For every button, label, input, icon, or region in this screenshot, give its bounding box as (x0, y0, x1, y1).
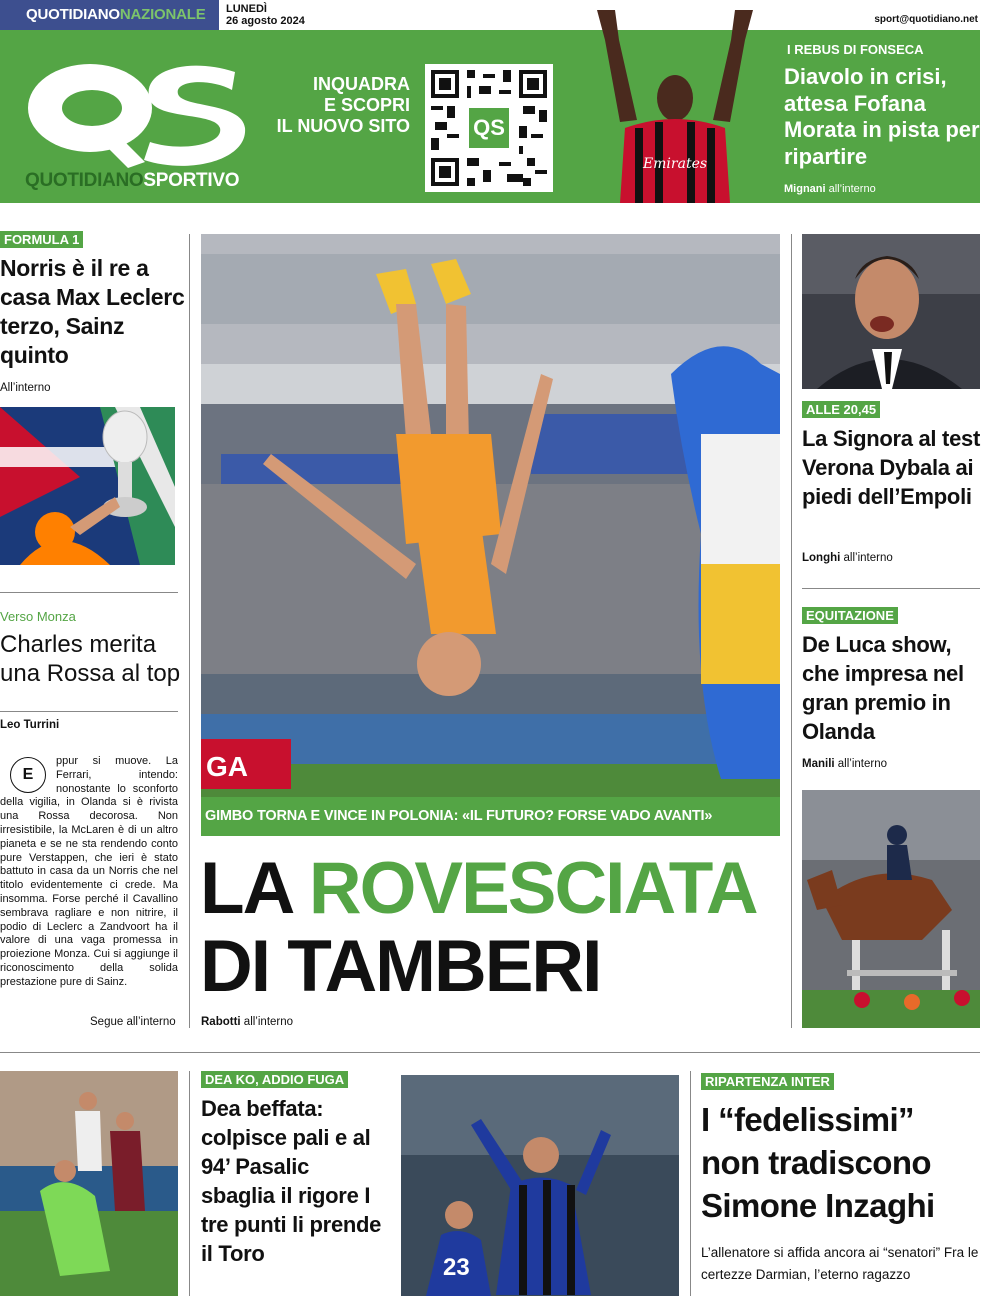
qr-label: QS (473, 115, 505, 141)
equitation-kicker: EQUITAZIONE (802, 607, 898, 624)
milan-byline (784, 183, 876, 195)
issue-date-text: 26 agosto 2024 (226, 15, 305, 27)
monza-continue-link[interactable]: Segue all’interno (90, 1016, 176, 1028)
norris-trophy-photo (0, 407, 175, 565)
juve-author: Longhi (802, 552, 841, 564)
equitation-author: Manili (802, 758, 835, 770)
fonseca-kicker: I REBUS DI FONSECA (787, 42, 924, 57)
bottom-divider-1 (189, 1071, 190, 1296)
f1-byline: All’interno (0, 382, 51, 394)
atalanta-kicker: DEA KO, ADDIO FUGA (201, 1071, 348, 1088)
monza-author: Leo Turrini (0, 719, 60, 731)
tamberi-byline-rest: all’interno (240, 1016, 294, 1028)
monza-headline[interactable]: Charles merita una Rossa al top (0, 631, 181, 687)
milan-player-photo (575, 10, 775, 203)
f1-headline[interactable]: Norris è il re a casa Max Leclerc terzo, Sainz quinto (0, 255, 185, 368)
equitation-byline-rest: all’interno (834, 758, 888, 770)
svg-text:QS: QS (20, 35, 43, 54)
juve-kicker: ALLE 20,45 (802, 401, 880, 418)
tamberi-headline[interactable] (200, 850, 790, 1006)
logo-sub-b: SPORTIVO (143, 170, 240, 191)
equitation-byline (802, 758, 887, 770)
atalanta-headline[interactable]: Dea beffata: colpisce pali e al 94’ Pasalic sbaglia il rigore I tre punti li prende il Toro (201, 1096, 382, 1266)
promo-line-2: E SCOPRI (323, 95, 410, 115)
tamberi-caption: GIMBO TORNA E VINCE IN POLONIA: «IL FUTURO? FORSE VADO AVANTI» (201, 797, 780, 836)
promo-line-1: INQUADRA (313, 74, 410, 94)
milan-headline[interactable]: Diavolo in crisi, attesa Fofana Morata in pista per ripartire (784, 64, 980, 169)
qr-code[interactable] (425, 64, 553, 192)
tamberi-author: Rabotti (201, 1016, 241, 1028)
inter-headline[interactable]: I “fedelissimi” non tradiscono Simone Inzaghi (701, 1101, 935, 1224)
shirt-sponsor: Emirates (642, 156, 708, 172)
brand-part-b: NAZIONALE (119, 6, 206, 23)
tamberi-byline (201, 1016, 293, 1028)
main-head-la: LA (200, 848, 309, 929)
qs-logo[interactable] (20, 35, 250, 178)
inter-players-photo (401, 1075, 679, 1296)
jersey-number: 23 (443, 1254, 470, 1281)
column-divider-left (189, 234, 190, 1028)
logo-sub-a: QUOTIDIANO (25, 170, 144, 191)
juve-headline[interactable]: La Signora al test Verona Dybala ai piedi dell’Empoli (802, 426, 980, 509)
promo-line-3: IL NUOVO SITO (276, 116, 410, 136)
main-head-line-1 (200, 850, 790, 928)
monza-kicker: Verso Monza (0, 609, 76, 624)
inter-kicker: RIPARTENZA INTER (701, 1073, 834, 1090)
show-jumping-photo (802, 790, 980, 1028)
monza-rule (0, 711, 178, 712)
juve-byline (802, 552, 893, 564)
main-head-line-2: DI TAMBERI (200, 926, 601, 1007)
main-head-rovesciata: ROVESCIATA (308, 848, 757, 929)
f1-kicker: FORMULA 1 (0, 231, 83, 248)
motta-coach-photo (802, 234, 980, 389)
bottom-divider-2 (690, 1071, 691, 1296)
issue-date (226, 3, 305, 27)
atalanta-torino-photo (0, 1071, 178, 1296)
juve-byline-rest: all’interno (840, 552, 893, 564)
issue-day: LUNEDÌ (226, 3, 267, 15)
logo-subtitle (25, 170, 239, 192)
column-divider-right (791, 234, 792, 1028)
qn-brand-tag[interactable] (0, 0, 219, 30)
right-section-divider-1 (802, 588, 980, 589)
masthead (0, 30, 980, 203)
site-promo[interactable] (258, 74, 410, 137)
ad-banner-text: GA (206, 751, 248, 782)
left-section-divider (0, 592, 178, 593)
tamberi-backflip-photo (201, 234, 780, 836)
monza-body (0, 755, 178, 990)
bottom-section-divider (0, 1052, 980, 1053)
contact-email[interactable]: sport@quotidiano.net (874, 14, 978, 25)
right-section-divider-2 (802, 1044, 980, 1045)
qr-code-icon (431, 70, 547, 186)
byline-author: Mignani (784, 183, 826, 195)
monza-body-text: ppur si muove. La Ferrari, intendo: nonostante lo sconforto della vigilia, in Olanda si è rivista una Rossa decorosa. Non irresistibile, la McLaren è di un altro pianeta e se ne sta rendendo conto pure Verstappen, che ieri è stato battuto in casa da un Norris che nel titolo evidentemente ci crede. Ma insomma. Forse perché il Cavallino sembrava ragliare e non nitrire, il podio di Leclerc a Zandvoort ha il valore di una vaga promessa in proiezione Monza. Cui si aggiunge il riconoscimento della solida prestazione pure di Sainz. (0, 755, 178, 988)
dropcap: E (10, 757, 46, 793)
brand-part-a: QUOTIDIANO (26, 6, 120, 23)
inter-subhead: L’allenatore si affida ancora ai “senatori” Fra le certezze Darmian, l’eterno ragazzo (701, 1245, 979, 1282)
equitation-headline[interactable]: De Luca show, che impresa nel gran premio in Olanda (802, 632, 964, 744)
byline-rest: all’interno (825, 183, 876, 195)
